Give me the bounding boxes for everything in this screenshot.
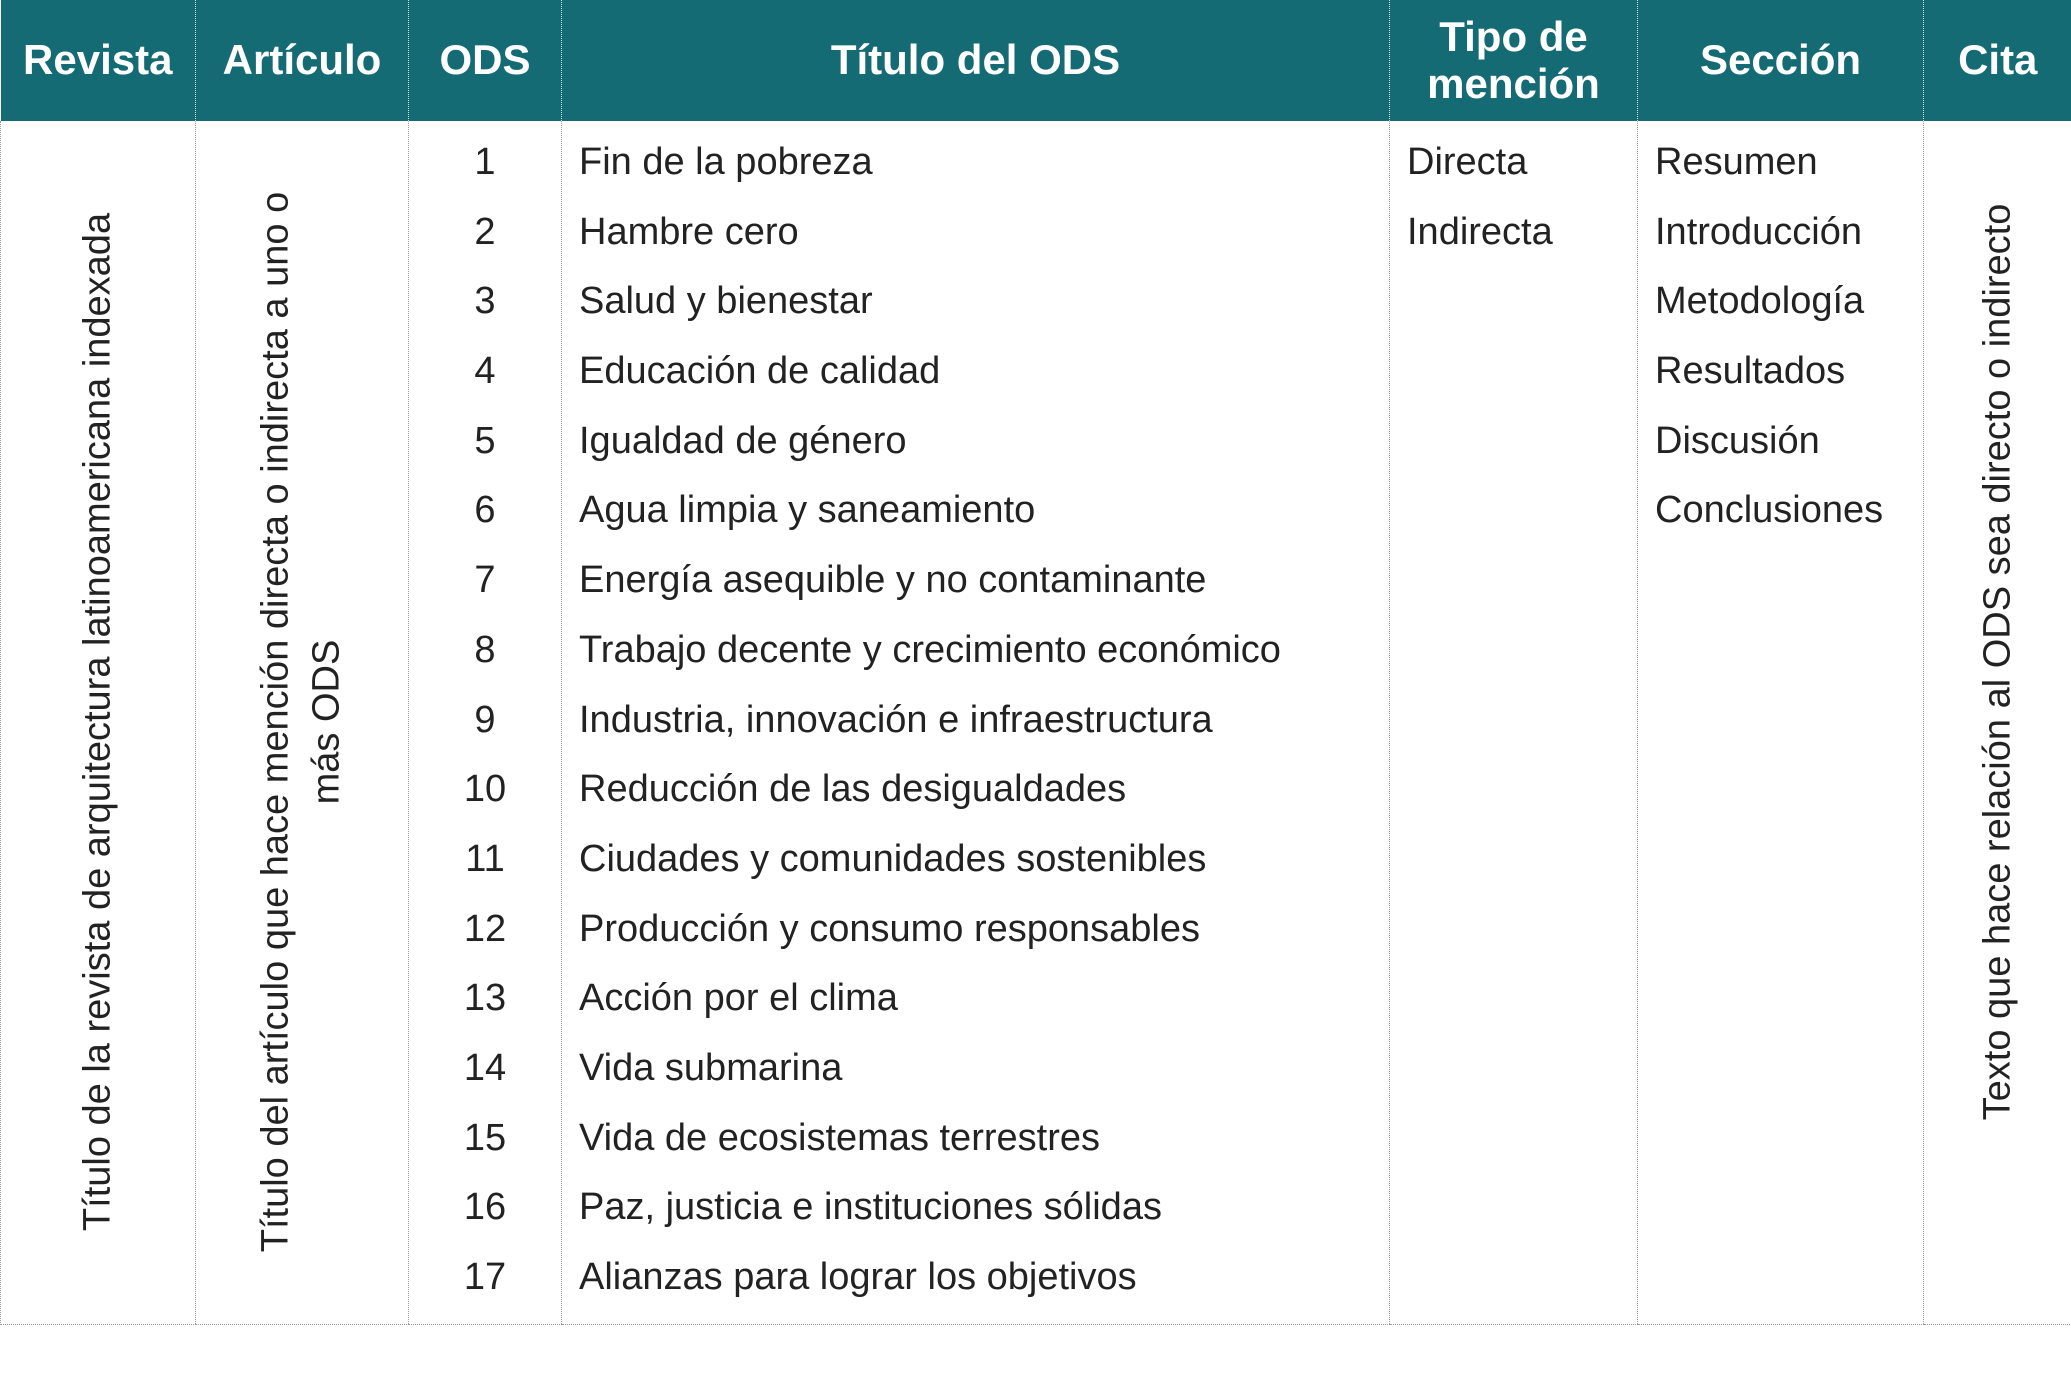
ods-title: Paz, justicia e instituciones sólidas	[579, 1186, 1162, 1229]
seccion-option: Conclusiones	[1655, 489, 1884, 532]
ods-number: 12	[463, 907, 507, 950]
seccion-option: Resumen	[1655, 141, 1818, 183]
header-seccion: Sección	[1638, 0, 1924, 121]
ods-number: 9	[474, 698, 496, 741]
ods-number: 8	[474, 628, 496, 671]
ods-number: 16	[463, 1186, 507, 1229]
header-titulo-ods: Título del ODS	[562, 0, 1390, 121]
ods-title: Agua limpia y saneamiento	[579, 489, 1036, 532]
ods-number: 17	[463, 1256, 507, 1298]
ods-title: Salud y bienestar	[579, 280, 873, 323]
ods-number: 11	[465, 837, 505, 880]
ods-number: 6	[474, 489, 496, 532]
seccion-option: Metodología	[1655, 280, 1865, 323]
header-cita: Cita	[1924, 0, 2071, 121]
articulo-text: Título del artículo que hace mención directa o indirecta a uno o más ODS	[254, 192, 348, 1253]
ods-number: 4	[474, 350, 496, 393]
ods-title: Ciudades y comunidades sostenibles	[579, 837, 1207, 880]
ods-title: Reducción de las desigualdades	[579, 768, 1127, 811]
ods-title: Alianzas para lograr los objetivos	[579, 1256, 1137, 1298]
seccion-list	[1638, 121, 1923, 557]
body-row	[1, 121, 2071, 1324]
ods-number: 3	[474, 280, 496, 323]
ods-title: Educación de calidad	[579, 350, 941, 393]
cita-text: Texto que hace relación al ODS sea directo o indirecto	[1975, 203, 2018, 1121]
seccion-cell	[1638, 121, 1924, 1324]
ods-title-list	[562, 121, 1389, 1324]
tipo-mencion-option: Indirecta	[1407, 210, 1553, 253]
header-revista: Revista	[1, 0, 196, 121]
tipo-mencion-cell	[1390, 121, 1638, 1324]
ods-number: 1	[474, 141, 496, 183]
ods-number-cell	[409, 121, 562, 1324]
header-row	[1, 0, 2071, 121]
cita-cell	[1924, 121, 2071, 1324]
ods-number: 10	[463, 768, 507, 811]
header-articulo: Artículo	[196, 0, 409, 121]
tipo-mencion-option: Directa	[1407, 141, 1528, 183]
ods-title: Vida submarina	[579, 1046, 843, 1089]
header-ods: ODS	[409, 0, 562, 121]
ods-title: Trabajo decente y crecimiento económico	[579, 628, 1281, 671]
seccion-option: Resultados	[1655, 350, 1846, 393]
ods-title: Igualdad de género	[579, 419, 907, 462]
ods-title: Industria, innovación e infraestructura	[579, 698, 1213, 741]
ods-number: 13	[463, 977, 507, 1020]
ods-number: 2	[474, 210, 496, 253]
ods-number: 14	[463, 1046, 507, 1089]
ods-number: 7	[474, 559, 496, 602]
ods-title-cell	[562, 121, 1390, 1324]
ods-title: Vida de ecosistemas terrestres	[579, 1116, 1100, 1159]
revista-cell	[1, 121, 196, 1324]
seccion-option: Discusión	[1655, 419, 1820, 462]
tipo-mencion-list	[1390, 121, 1637, 278]
ods-number-list	[409, 121, 561, 1324]
revista-text: Título de la revista de arquitectura latinoamericana indexada	[76, 213, 119, 1232]
ods-title: Producción y consumo responsables	[579, 907, 1201, 950]
ods-title: Acción por el clima	[579, 977, 898, 1020]
header-tipo-mencion: Tipo de mención	[1390, 0, 1638, 121]
ods-title: Fin de la pobreza	[579, 141, 873, 183]
ods-number: 15	[463, 1116, 507, 1159]
ods-title: Hambre cero	[579, 210, 799, 253]
articulo-cell	[196, 121, 409, 1324]
ods-title: Energía asequible y no contaminante	[579, 559, 1207, 602]
ods-number: 5	[474, 419, 496, 462]
seccion-option: Introducción	[1655, 210, 1863, 253]
